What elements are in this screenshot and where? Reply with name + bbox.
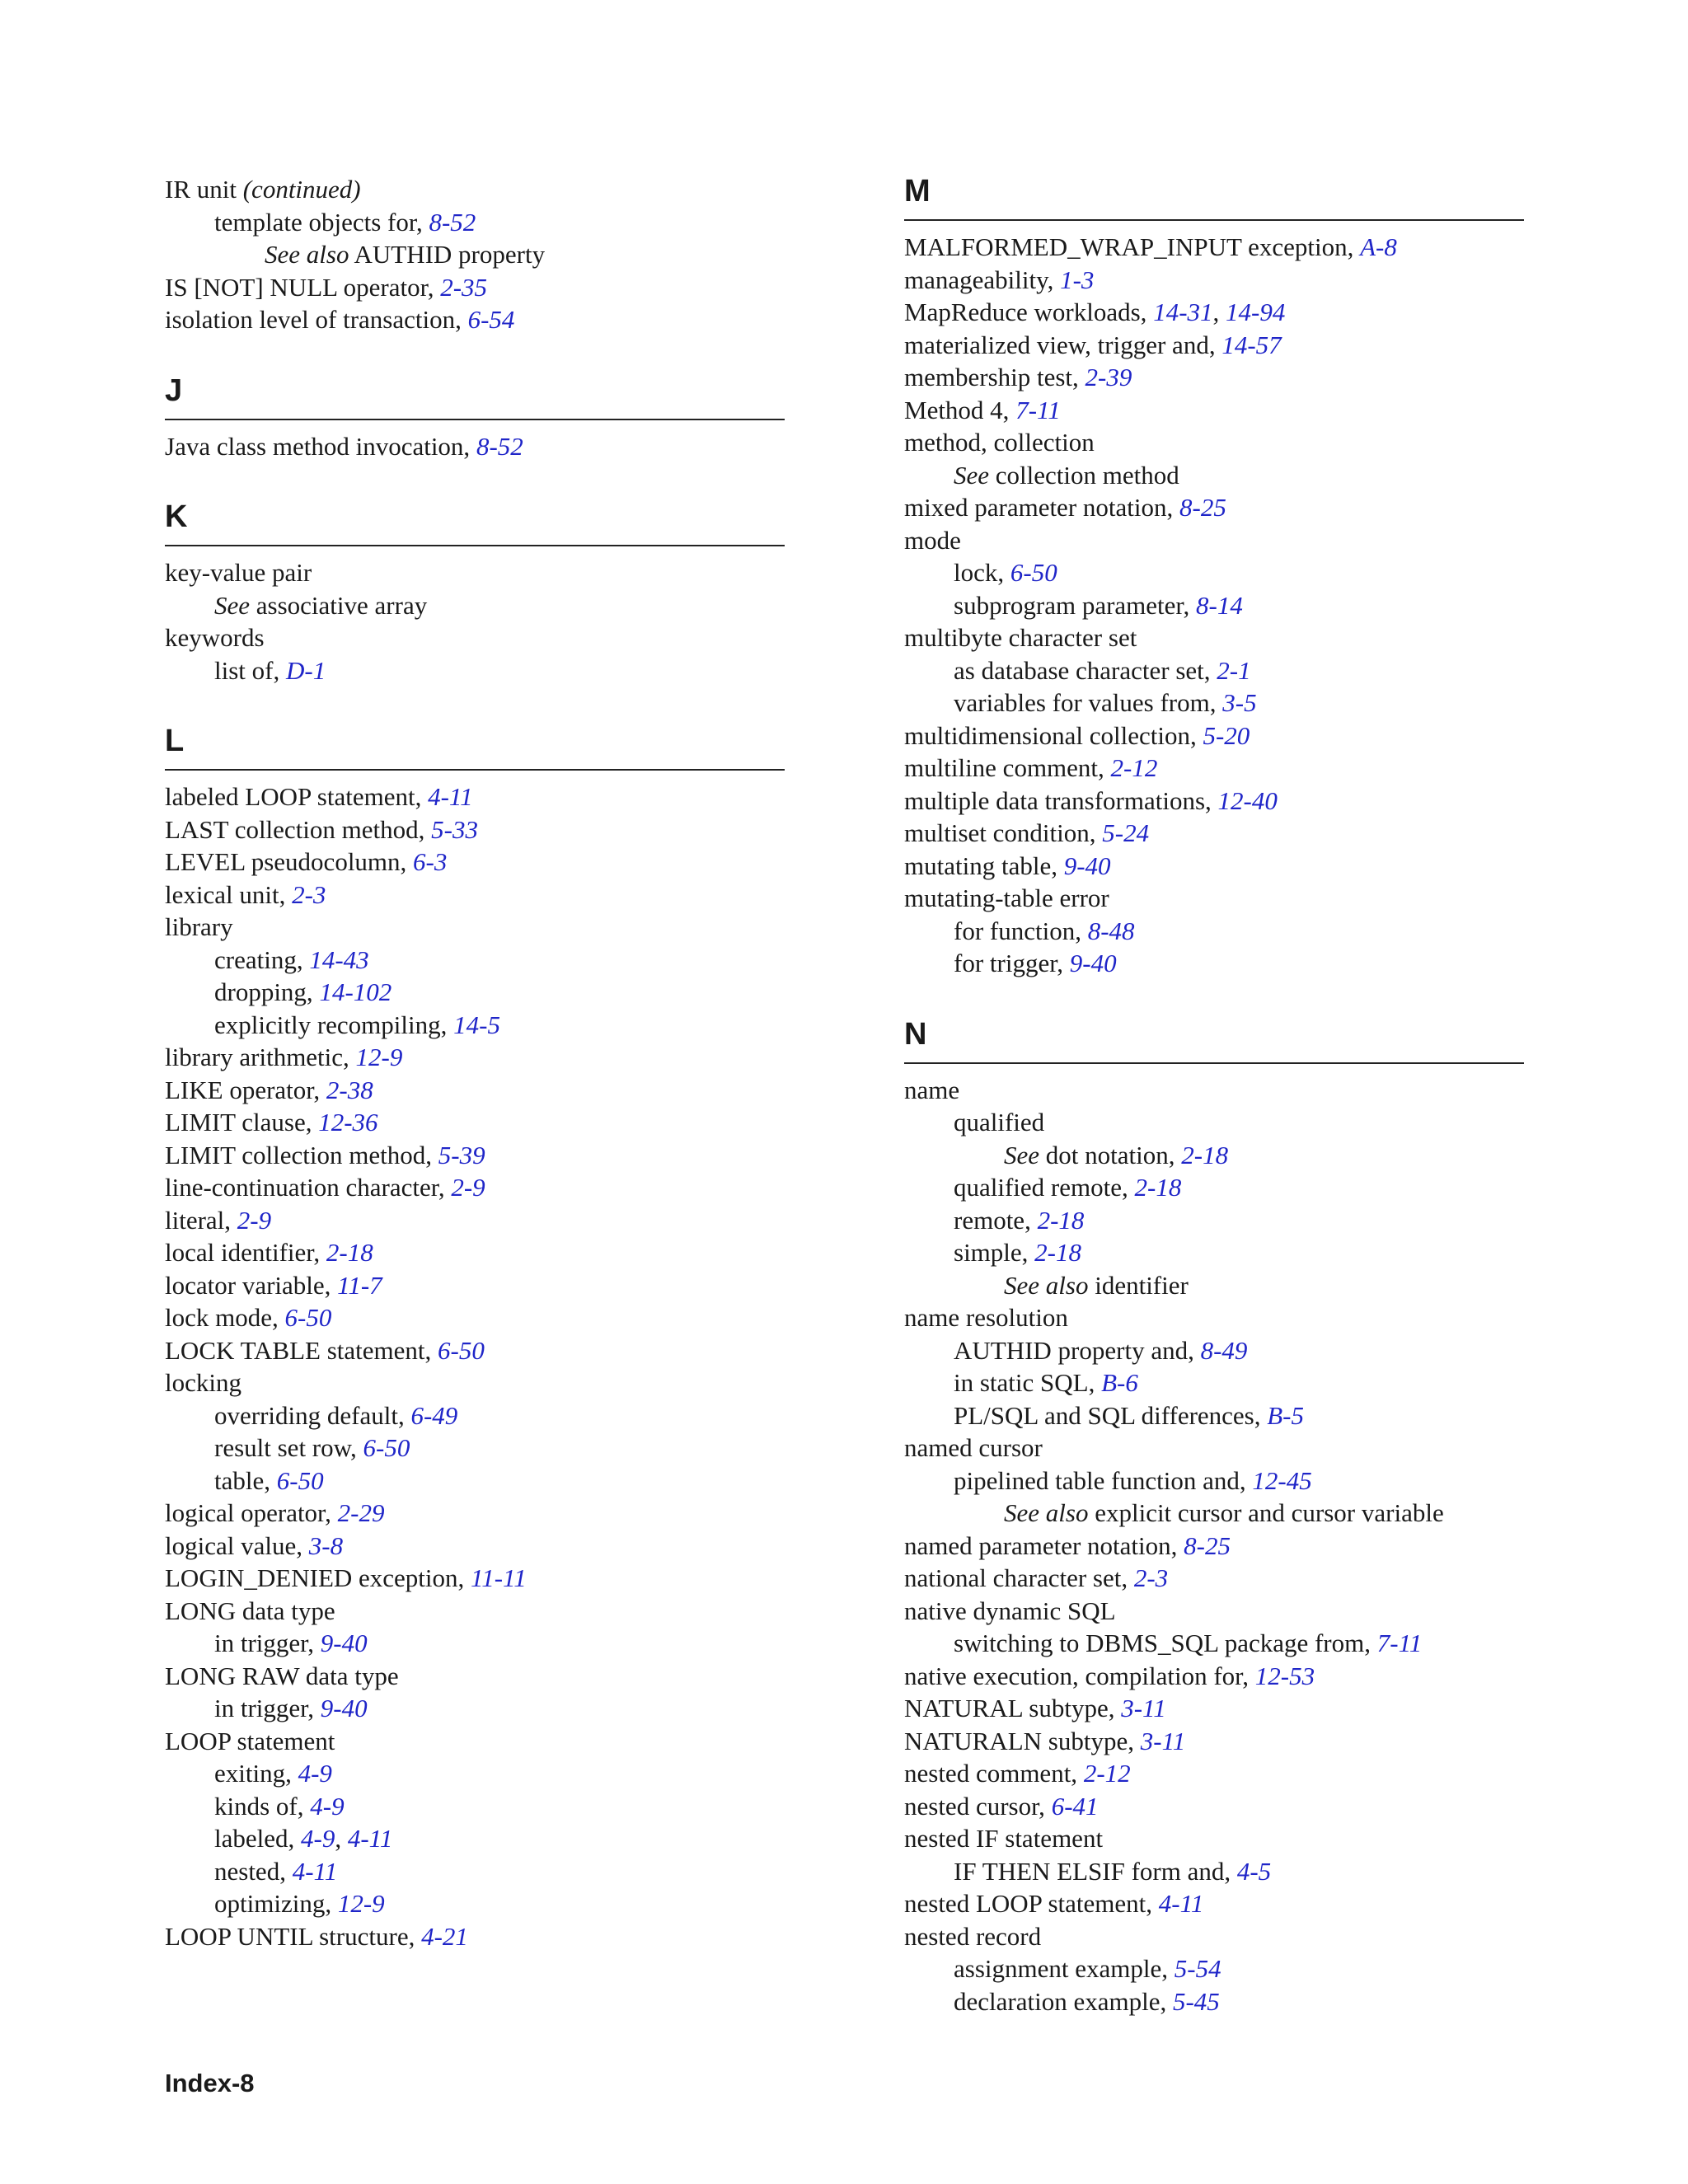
page-reference-link[interactable]: B-6 [1101, 1368, 1138, 1397]
entry-text: list of, [214, 655, 286, 685]
index-entry [904, 524, 1524, 557]
entry-text: method, collection [904, 428, 1095, 457]
entry-text: nested, [214, 1856, 293, 1886]
entry-text: nested comment, [904, 1759, 1084, 1788]
entry-text: key-value pair [165, 558, 312, 587]
index-entry [165, 1204, 785, 1237]
entry-text: MALFORMED_WRAP_INPUT exception, [904, 232, 1361, 261]
page-reference-link[interactable]: 9-40 [320, 1629, 368, 1657]
entry-text: result set row, [214, 1433, 363, 1462]
page-reference-link[interactable]: 12-45 [1252, 1465, 1312, 1495]
page-reference-link[interactable]: 3-8 [308, 1530, 344, 1560]
page-reference-link[interactable]: 11-11 [471, 1563, 527, 1592]
page-reference-link[interactable]: 2-3 [1133, 1563, 1169, 1592]
entry-text: labeled LOOP statement, [165, 782, 429, 811]
page-reference-link[interactable]: 8-14 [1196, 590, 1243, 620]
index-entry [904, 1171, 1524, 1204]
page-reference-link[interactable]: 8-25 [1184, 1530, 1231, 1560]
index-entry [165, 1465, 785, 1497]
index-entry [904, 1301, 1524, 1334]
page-reference-link[interactable]: 7-11 [1015, 395, 1061, 424]
index-entry [165, 271, 785, 304]
index-sections-right [904, 173, 1524, 2018]
index-entry: labeled, 4-9, 4-11 [214, 1824, 393, 1853]
index-entry [165, 1530, 785, 1563]
page-reference-link[interactable]: 6-54 [467, 305, 515, 334]
index-entry [165, 1399, 785, 1432]
index-entry: MapReduce workloads, 14-31, 14-94 [904, 298, 1286, 326]
entry-text: dropping, [214, 977, 320, 1006]
page-reference-link[interactable]: 6-50 [276, 1465, 324, 1495]
entry-text: LIKE operator, [165, 1075, 326, 1104]
index-entry [904, 1627, 1524, 1660]
entry-text: LONG data type [165, 1596, 335, 1625]
entry-text: dot notation, [1039, 1140, 1182, 1169]
index-entry [904, 1366, 1524, 1399]
page-reference-link[interactable]: 6-50 [284, 1303, 332, 1332]
index-entry [165, 879, 785, 912]
page-reference-link[interactable]: 6-50 [363, 1433, 410, 1462]
index-entry [904, 264, 1524, 297]
page-reference-link[interactable]: 14-31 [1153, 298, 1213, 326]
entry-text: qualified remote, [954, 1173, 1135, 1202]
index-entry [904, 1920, 1524, 1953]
page-reference-link[interactable]: 5-54 [1174, 1954, 1221, 1983]
index-entry [904, 1465, 1524, 1497]
entry-text: explicitly recompiling, [214, 1010, 454, 1039]
index-entry [904, 752, 1524, 785]
index-entry [165, 846, 785, 879]
entry-text: overriding default, [214, 1400, 411, 1430]
page-reference-link[interactable]: 4-5 [1236, 1856, 1272, 1886]
index-entry [165, 1692, 785, 1725]
index-entry [165, 1139, 785, 1172]
index-entry [904, 556, 1524, 589]
entry-text: literal, [165, 1205, 237, 1235]
index-entry [904, 1139, 1524, 1172]
index-entry [904, 1660, 1524, 1693]
index-entry [904, 947, 1524, 980]
entry-text: in trigger, [214, 1694, 321, 1722]
page-reference-link[interactable]: 2-18 [1037, 1205, 1085, 1235]
entry-text: explicit cursor and cursor variable [1088, 1498, 1444, 1527]
index-entry [904, 1334, 1524, 1367]
entry-text: AUTHID property and, [954, 1335, 1201, 1365]
page-reference-link[interactable]: 6-50 [1010, 558, 1057, 587]
entry-text: mode [904, 525, 961, 555]
index-entry [165, 1562, 785, 1595]
entry-text: mutating table, [904, 851, 1064, 880]
page-reference-link[interactable]: 2-3 [292, 879, 326, 909]
index-entry [904, 1985, 1524, 2018]
see-reference-label: See also [1004, 1498, 1089, 1527]
page-reference-link[interactable]: 12-36 [318, 1108, 378, 1137]
page-reference-link[interactable]: 6-41 [1051, 1791, 1099, 1821]
page-reference-link[interactable]: 12-53 [1254, 1661, 1315, 1690]
entry-text: PL/SQL and SQL differences, [954, 1400, 1268, 1430]
index-entry [904, 1236, 1524, 1269]
entry-text: template objects for, [214, 207, 429, 237]
page-reference-link[interactable]: 8-49 [1200, 1335, 1248, 1365]
index-entry [904, 621, 1524, 654]
index-entry [165, 1432, 785, 1465]
page-reference-link[interactable]: 3-11 [1140, 1726, 1186, 1755]
see-reference-label: See [954, 460, 990, 490]
index-entry [165, 654, 785, 687]
page-reference-link[interactable]: A-8 [1360, 232, 1397, 261]
section-letter-heading: L [165, 723, 785, 771]
index-entry [165, 206, 785, 239]
entry-text: manageability, [904, 265, 1061, 294]
index-entry [165, 976, 785, 1009]
see-reference-label: See also [265, 240, 349, 269]
index-entry [165, 780, 785, 813]
index-entry [904, 1855, 1524, 1888]
index-entry [904, 1725, 1524, 1758]
entry-text: logical value, [165, 1530, 309, 1560]
see-reference-label: See [1004, 1140, 1040, 1169]
index-entry [165, 1366, 785, 1399]
index-entry [904, 1692, 1524, 1725]
entry-text: in trigger, [214, 1629, 321, 1657]
index-entry [904, 882, 1524, 915]
page-reference-link[interactable]: 4-11 [347, 1824, 393, 1853]
page-reference-link[interactable]: 6-49 [410, 1400, 458, 1430]
entry-text: declaration example, [954, 1986, 1173, 2016]
index-entry [165, 944, 785, 977]
index-entry [904, 329, 1524, 362]
page-reference-link[interactable]: 6-3 [413, 847, 448, 876]
entry-text: MapReduce workloads, [904, 298, 1154, 326]
entry-text: national character set, [904, 1563, 1134, 1592]
entry-text: line-continuation character, [165, 1173, 452, 1202]
entry-text: locking [165, 1368, 241, 1397]
index-entry [904, 491, 1524, 524]
index-entry [904, 426, 1524, 459]
page-reference-link[interactable]: 9-40 [320, 1694, 368, 1722]
index-entry [165, 1790, 785, 1823]
index-entry [165, 1334, 785, 1367]
page-reference-link[interactable]: 5-33 [431, 814, 478, 844]
index-entry [165, 430, 785, 463]
continued-note: (continued) [242, 175, 361, 204]
entry-text: library arithmetic, [165, 1043, 356, 1071]
entry-text: LOOP statement [165, 1726, 335, 1755]
index-entry [165, 1074, 785, 1107]
entry-text: name resolution [904, 1303, 1068, 1332]
index-entry [904, 1432, 1524, 1465]
index-entry [165, 1757, 785, 1790]
page-reference-link[interactable]: 5-39 [438, 1140, 485, 1169]
page-reference-link[interactable]: 6-50 [438, 1335, 485, 1365]
entry-text: locator variable, [165, 1270, 338, 1300]
index-entry [904, 915, 1524, 948]
page-reference-link[interactable]: 2-38 [326, 1075, 373, 1104]
page-reference-link[interactable]: 4-11 [428, 782, 473, 811]
page-reference-link[interactable]: 14-102 [319, 977, 392, 1006]
index-entry [165, 238, 785, 271]
index-entry [904, 394, 1524, 427]
index-entry [165, 621, 785, 654]
page-reference-link[interactable]: 2-18 [326, 1238, 373, 1267]
entry-text: multibyte character set [904, 623, 1137, 652]
see-reference-label: See [214, 590, 251, 620]
index-entries-pre [165, 206, 785, 336]
index-entry [904, 1399, 1524, 1432]
page-reference-link[interactable]: 2-35 [440, 272, 488, 302]
entry-text: nested LOOP statement, [904, 1889, 1159, 1918]
section-letter-heading: K [165, 499, 785, 546]
page-reference-link[interactable]: 2-9 [237, 1205, 272, 1235]
entry-text: Java class method invocation, [165, 431, 476, 461]
entry-text: mixed parameter notation, [904, 493, 1179, 522]
index-entry [165, 1041, 785, 1074]
index-entry [904, 817, 1524, 850]
index-entry [904, 459, 1524, 492]
entry-text: switching to DBMS_SQL package from, [954, 1629, 1377, 1657]
page-reference-link[interactable]: 2-18 [1134, 1173, 1182, 1202]
page-reference-link[interactable]: 4-9 [310, 1791, 345, 1821]
page-reference-link[interactable]: 8-48 [1087, 916, 1135, 945]
index-entry [165, 589, 785, 622]
entry-text: LONG RAW data type [165, 1661, 399, 1690]
section-letter-heading: N [904, 1016, 1524, 1064]
page-reference-link[interactable]: 9-40 [1069, 949, 1117, 977]
index-entry [904, 231, 1524, 264]
entry-text: materialized view, trigger and, [904, 330, 1222, 359]
entry-text: multiline comment, [904, 753, 1111, 782]
index-entry [165, 1855, 785, 1888]
entry-text: Method 4, [904, 395, 1016, 424]
entry-text: IR unit [165, 175, 243, 204]
page-reference-link[interactable]: 12-40 [1217, 785, 1278, 815]
index-entry [165, 1497, 785, 1530]
entry-text: multiple data transformations, [904, 785, 1218, 815]
entry-text: assignment example, [954, 1954, 1175, 1983]
index-entry [904, 1790, 1524, 1823]
entry-text: membership test, [904, 363, 1085, 391]
page-footer: Index-8 [165, 2069, 255, 2097]
page-reference-link[interactable]: 1-3 [1060, 265, 1095, 294]
entry-text: NATURALN subtype, [904, 1726, 1141, 1755]
page-reference-link[interactable]: 7-11 [1376, 1629, 1423, 1657]
page-reference-link[interactable]: 2-12 [1083, 1759, 1131, 1788]
entry-text: IS [NOT] NULL operator, [165, 272, 441, 302]
index-entry [165, 1887, 785, 1920]
index-entry [165, 1301, 785, 1334]
index-sections-left [165, 373, 785, 1953]
index-entry [904, 1269, 1524, 1302]
page-reference-link[interactable]: 3-11 [1121, 1694, 1166, 1722]
index-entry [165, 911, 785, 944]
entry-text: name [904, 1075, 960, 1104]
entry-text: NATURAL subtype, [904, 1694, 1122, 1722]
index-entry [165, 1627, 785, 1660]
index-entry [904, 654, 1524, 687]
index-entry [165, 1236, 785, 1269]
page-reference-link[interactable]: 5-24 [1102, 818, 1150, 847]
index-entry [904, 1106, 1524, 1139]
page-reference-link[interactable]: 4-11 [292, 1856, 338, 1886]
entry-text: multidimensional collection, [904, 720, 1203, 750]
entry-text: associative array [250, 590, 428, 620]
page-reference-link[interactable]: 3-5 [1222, 688, 1257, 717]
page-reference-link[interactable]: 4-11 [1158, 1889, 1204, 1918]
index-entry [904, 1562, 1524, 1595]
entry-text: LEVEL pseudocolumn, [165, 847, 414, 876]
index-entry [904, 361, 1524, 394]
page-reference-link[interactable]: 5-20 [1203, 720, 1250, 750]
entry-text: local identifier, [165, 1238, 326, 1267]
entry-text: collection method [989, 460, 1179, 490]
index-entry [165, 1171, 785, 1204]
page-reference-link[interactable]: 2-29 [337, 1498, 385, 1527]
entry-text: for trigger, [954, 949, 1070, 977]
entry-text: nested IF statement [904, 1824, 1104, 1853]
index-entry [904, 1530, 1524, 1563]
index-entry [904, 687, 1524, 719]
page-reference-link[interactable]: D-1 [285, 655, 326, 685]
page-reference-link[interactable]: 9-40 [1063, 851, 1111, 880]
page-reference-link[interactable]: 12-9 [337, 1889, 385, 1918]
index-entry [904, 850, 1524, 883]
entry-text: LIMIT collection method, [165, 1140, 438, 1169]
entry-text: LOOP UNTIL structure, [165, 1921, 422, 1951]
entry-text: IF THEN ELSIF form and, [954, 1856, 1237, 1886]
entry-text: for function, [954, 916, 1088, 945]
page-reference-link[interactable]: 14-5 [453, 1010, 500, 1039]
page-reference-link[interactable]: 2-39 [1085, 363, 1132, 391]
page-reference-link[interactable]: 2-18 [1034, 1238, 1081, 1267]
entry-text: LOGIN_DENIED exception, [165, 1563, 471, 1592]
index-entry [165, 556, 785, 589]
section-letter-heading: J [165, 373, 785, 420]
entry-text: nested record [904, 1921, 1042, 1951]
entry-text: table, [214, 1465, 277, 1495]
section-letter-heading: M [904, 173, 1524, 221]
entry-text: subprogram parameter, [954, 590, 1197, 620]
entry-text: AUTHID property [349, 240, 546, 269]
entry-text: exiting, [214, 1759, 298, 1788]
entry-text: lexical unit, [165, 879, 293, 909]
page-reference-link[interactable]: 11-7 [337, 1270, 382, 1300]
page-reference-link[interactable]: 4-9 [298, 1759, 332, 1788]
index-entry [904, 589, 1524, 622]
entry-text: mutating-table error [904, 883, 1109, 912]
entry-text: keywords [165, 623, 265, 652]
index-column-right [904, 173, 1524, 2018]
entry-text: labeled, [214, 1824, 302, 1853]
index-entry [165, 303, 785, 336]
entry-text: as database character set, [954, 655, 1217, 685]
entry-text: remote, [954, 1205, 1038, 1235]
index-entry [904, 1204, 1524, 1237]
page-reference-link[interactable]: 14-94 [1226, 298, 1286, 326]
entry-text: named parameter notation, [904, 1530, 1184, 1560]
index-entry [904, 1822, 1524, 1855]
entry-text: in static SQL, [954, 1368, 1102, 1397]
entry-text: variables for values from, [954, 688, 1223, 717]
entry-text: LOCK TABLE statement, [165, 1335, 438, 1365]
page-reference-link[interactable]: 2-12 [1110, 753, 1158, 782]
page-reference-link[interactable]: 2-1 [1217, 655, 1251, 685]
page-reference-link[interactable]: 14-57 [1221, 330, 1282, 359]
page-reference-link[interactable]: 14-43 [309, 944, 369, 974]
index-entry [904, 1595, 1524, 1628]
entry-text: LIMIT clause, [165, 1108, 319, 1137]
page-reference-link[interactable]: 2-9 [451, 1173, 485, 1202]
entry-text: logical operator, [165, 1498, 338, 1527]
index-entry [904, 1074, 1524, 1107]
entry-text: isolation level of transaction, [165, 305, 468, 334]
index-entry [165, 1106, 785, 1139]
index-entry [165, 813, 785, 846]
page-reference-link[interactable]: 8-52 [429, 207, 476, 237]
entry-text: nested cursor, [904, 1791, 1052, 1821]
index-entry [904, 1757, 1524, 1790]
index-entry [165, 1595, 785, 1628]
entry-text: kinds of, [214, 1791, 311, 1821]
index-entry [165, 1725, 785, 1758]
index-entry [904, 1952, 1524, 1985]
entry-text: creating, [214, 944, 310, 974]
index-column-left [165, 173, 785, 1952]
entry-text: lock mode, [165, 1303, 285, 1332]
see-reference-label: See also [1004, 1270, 1089, 1300]
page-reference-link[interactable]: B-5 [1267, 1400, 1305, 1430]
index-entry [165, 1009, 785, 1042]
index-entry [904, 1887, 1524, 1920]
page-reference-link[interactable]: 8-52 [476, 431, 523, 461]
entry-text: library [165, 912, 233, 941]
index-entry [904, 1497, 1524, 1530]
entry-text: native dynamic SQL [904, 1596, 1116, 1625]
page-reference-link[interactable]: 4-9 [301, 1824, 335, 1853]
index-entry [165, 1920, 785, 1953]
entry-text: lock, [954, 558, 1010, 587]
page-reference-link[interactable]: 2-18 [1181, 1140, 1229, 1169]
index-entry [904, 719, 1524, 752]
index-entry [904, 785, 1524, 818]
index-entry-continued [165, 173, 785, 206]
entry-text: identifier [1088, 1270, 1189, 1300]
index-entry [165, 1660, 785, 1693]
entry-text: pipelined table function and, [954, 1465, 1253, 1495]
entry-text: named cursor [904, 1433, 1043, 1462]
entry-text: optimizing, [214, 1889, 338, 1918]
page-reference-link[interactable]: 4-21 [421, 1921, 468, 1951]
index-entry [165, 1269, 785, 1302]
page-reference-link[interactable]: 8-25 [1179, 493, 1226, 522]
entry-text: LAST collection method, [165, 814, 432, 844]
entry-text: qualified [954, 1108, 1045, 1137]
entry-text: native execution, compilation for, [904, 1661, 1255, 1690]
page-reference-link[interactable]: 12-9 [355, 1043, 403, 1071]
page-reference-link[interactable]: 5-45 [1172, 1986, 1220, 2016]
entry-text: simple, [954, 1238, 1035, 1267]
entry-text: multiset condition, [904, 818, 1103, 847]
